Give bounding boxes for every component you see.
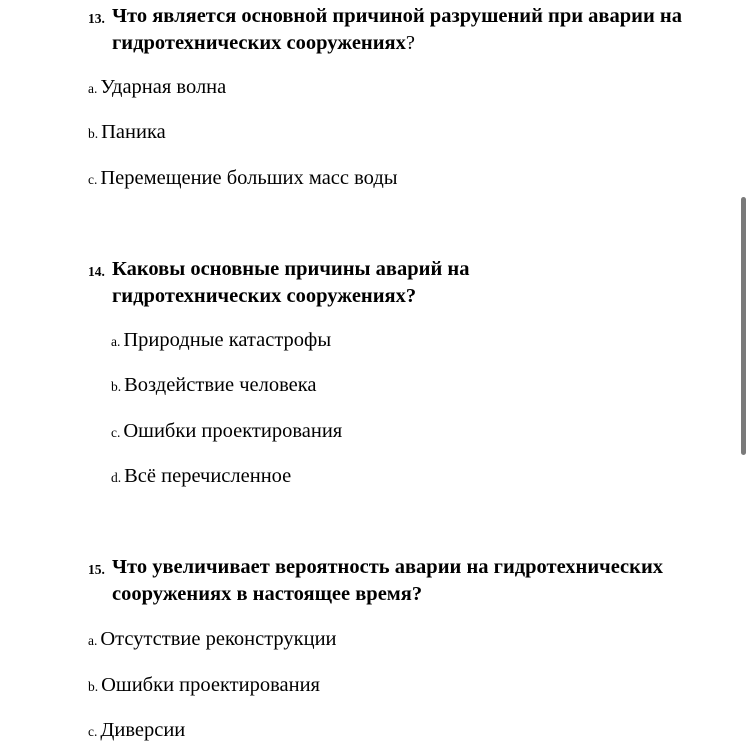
- question-13-option-a[interactable]: [88, 75, 226, 101]
- question-15-option-a[interactable]: [88, 627, 337, 653]
- question-14: [88, 256, 538, 310]
- question-15-heading: [88, 554, 688, 608]
- option-text: Ударная волна: [100, 76, 227, 98]
- option-letter: c.: [88, 172, 98, 187]
- question-13-option-b[interactable]: [88, 120, 166, 146]
- option-letter: c.: [88, 724, 98, 739]
- question-14-heading: [88, 256, 538, 310]
- question-15-option-c[interactable]: [88, 718, 185, 744]
- question-13-number: 13.: [88, 11, 105, 26]
- vertical-scrollbar[interactable]: [741, 197, 746, 455]
- question-14-text-bold: Каковы основные причины аварий на гидротехнических сооружениях?: [112, 258, 470, 307]
- question-15-text-bold: Что увеличивает вероятность аварии на гидротехнических сооружениях в настоящее время?: [112, 556, 664, 605]
- option-letter: a.: [111, 334, 121, 349]
- question-14-option-b[interactable]: [111, 373, 317, 399]
- option-text: Перемещение больших масс воды: [100, 167, 398, 189]
- question-13-text-end: ?: [405, 32, 415, 54]
- option-letter: c.: [111, 425, 121, 440]
- option-text: Природные катастрофы: [123, 329, 332, 351]
- question-15-text: [112, 556, 663, 605]
- question-13-option-c[interactable]: [88, 166, 398, 192]
- option-letter: b.: [111, 379, 122, 394]
- option-text: Всё перечисленное: [124, 465, 292, 487]
- option-letter: d.: [111, 470, 122, 485]
- question-13-heading: [88, 3, 688, 57]
- question-13: [88, 3, 688, 57]
- question-15: [88, 554, 688, 608]
- question-14-option-a[interactable]: [111, 328, 331, 354]
- question-15-option-b[interactable]: [88, 673, 320, 699]
- question-14-number: 14.: [88, 264, 105, 279]
- question-14-text: [112, 258, 469, 307]
- question-15-number: 15.: [88, 562, 105, 577]
- option-letter: a.: [88, 633, 98, 648]
- option-text: Ошибки проектирования: [123, 420, 343, 442]
- option-letter: b.: [88, 126, 99, 141]
- option-letter: a.: [88, 81, 98, 96]
- option-text: Диверсии: [100, 719, 186, 741]
- option-letter: b.: [88, 679, 99, 694]
- option-text: Паника: [101, 121, 166, 143]
- question-13-text-bold: Что является основной причиной разрушений при аварии на гидротехнических сооружениях: [112, 5, 682, 54]
- option-text: Отсутствие реконструкции: [100, 628, 337, 650]
- question-14-option-d[interactable]: [111, 464, 291, 490]
- option-text: Воздействие человека: [124, 374, 317, 396]
- question-13-text: [112, 5, 682, 54]
- question-14-option-c[interactable]: [111, 419, 342, 445]
- option-text: Ошибки проектирования: [101, 674, 320, 696]
